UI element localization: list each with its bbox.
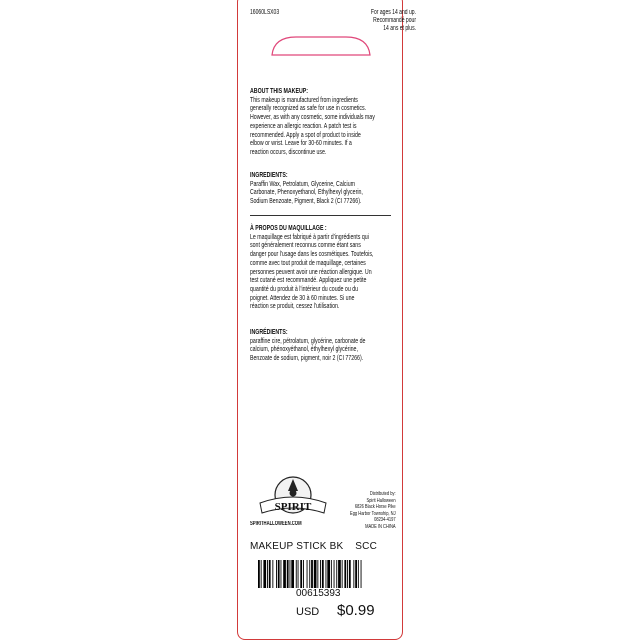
about-line-en: reaction occurs, discontinue use. xyxy=(250,146,327,156)
barcode-bar xyxy=(272,560,273,588)
barcode-bar xyxy=(347,560,348,588)
distributor-line: Spirit Halloween xyxy=(366,497,396,504)
barcode-bar xyxy=(291,560,294,588)
age-warning-fr-2: 14 ans et plus. xyxy=(383,25,416,32)
about-line-fr: danger pour l'usage dans les cosmétiques. Toutefois, xyxy=(250,249,374,259)
barcode-bar xyxy=(298,560,299,588)
ingredients-heading-en: INGREDIENTS: xyxy=(250,170,288,179)
about-line-fr: réaction se produit, cessez l'utilisation. xyxy=(250,301,340,311)
barcode-bar xyxy=(263,560,266,588)
barcode-bar xyxy=(296,560,297,588)
about-line-fr: personnes peuvent avoir une réaction allergique. Un xyxy=(250,266,372,276)
about-section-fr xyxy=(250,224,392,311)
spirit-logo xyxy=(258,473,328,521)
barcode-bar xyxy=(331,560,332,588)
ingredients-line-en: Paraffin Wax, Petrolatum, Glycerine, Calcium xyxy=(250,178,355,188)
distributor-line: 6826 Black Horse Pike xyxy=(354,504,396,511)
barcode-bar xyxy=(320,560,321,588)
barcode-bar xyxy=(303,560,304,588)
distributor-info xyxy=(338,491,396,531)
barcode-bar xyxy=(349,560,351,588)
ingredients-section-fr xyxy=(250,328,392,363)
distributor-line: Distributed by: xyxy=(369,491,396,497)
ingredients-line-fr: paraffine cire, pétrolatum, glycérine, carbonate de xyxy=(250,335,366,345)
ingredients-line-fr: calcium, phénoxyéthanol, éthylhexyl glycérine, xyxy=(250,344,358,354)
barcode-bar xyxy=(261,560,262,588)
about-line-en: elbow or wrist. Leave for 30-60 minutes. If a xyxy=(250,138,352,148)
about-heading-en: ABOUT THIS MAKEUP: xyxy=(250,86,309,95)
barcode-bar xyxy=(334,560,335,588)
barcode-bar xyxy=(267,560,268,588)
barcode-bar xyxy=(300,560,302,588)
about-line-en: generally recognized as safe for use in cosmetics. xyxy=(250,103,367,113)
barcode-bar xyxy=(287,560,289,588)
about-line-en: However, as with any cosmetic, some individuals may xyxy=(250,112,375,122)
about-line-en: This makeup is manufactured from ingredients xyxy=(250,94,358,104)
product-name: MAKEUP STICK BK SCC xyxy=(250,541,378,552)
about-heading-fr: À PROPOS DU MAQUILLAGE : xyxy=(250,223,327,232)
distributor-line: 08234-4197 xyxy=(374,517,396,524)
hang-hole xyxy=(266,31,376,61)
barcode-bar xyxy=(269,560,271,588)
barcode-bar xyxy=(281,560,282,588)
ingredients-line-fr: Benzoate de sodium, pigment, noir 2 (CI 77266). xyxy=(250,353,364,363)
distributor-line: Egg Harbor Township, NJ xyxy=(350,510,396,517)
barcode-bar xyxy=(353,560,354,588)
barcode-bar xyxy=(290,560,291,588)
about-line-fr: poignet. Attendez de 30 à 60 minutes. Si une xyxy=(250,292,355,302)
website-url: SPIRITHALLOWEEN.COM xyxy=(250,521,302,527)
age-warning xyxy=(351,9,416,33)
distributor-line: MADE IN CHINA xyxy=(365,523,396,530)
age-warning-fr-1: Recommandé pour xyxy=(373,17,416,24)
barcode-bar xyxy=(326,560,327,588)
barcode-bar xyxy=(258,560,260,588)
barcode-bar xyxy=(342,560,343,588)
price: $0.99 xyxy=(337,602,375,619)
barcode-bar xyxy=(317,560,318,588)
barcode-bar xyxy=(283,560,286,588)
about-line-fr: sont généralement reconnus comme étant sans xyxy=(250,240,361,250)
language-divider xyxy=(250,215,391,216)
ingredients-line-en: Carbonate, Phenoxyethanol, Ethylhexyl glycerin, xyxy=(250,187,363,197)
ingredients-section-en xyxy=(250,171,392,206)
barcode-bar xyxy=(278,560,280,588)
ingredients-line-en: Sodium Benzoate, Pigment, Black 2 (CI 77266). xyxy=(250,196,362,206)
about-line-en: experience an allergic reaction. A patch test is xyxy=(250,120,357,130)
barcode-bar xyxy=(322,560,324,588)
about-section-en xyxy=(250,87,392,157)
logo-wordmark: SPIRIT xyxy=(274,501,312,513)
barcode-bar xyxy=(344,560,346,588)
barcode-bar xyxy=(307,560,308,588)
barcode-bar xyxy=(311,560,313,588)
sku-code: 16060LSX03 xyxy=(250,9,280,16)
about-line-fr: test cutané est recommandé. Appliquez une petite xyxy=(250,275,367,285)
upc-number: 00615393 xyxy=(296,588,341,599)
barcode-bar xyxy=(361,560,362,588)
about-line-fr: quantité du produit à l'intérieur du coude ou du xyxy=(250,283,359,293)
ingredients-heading-fr: INGRÉDIENTS: xyxy=(250,327,288,336)
barcode-bar xyxy=(358,560,359,588)
barcode-bar xyxy=(338,560,341,588)
about-line-fr: comme avec tout produit de maquillage, certaines xyxy=(250,257,366,267)
about-line-en: recommended. Apply a spot of product to inside xyxy=(250,129,361,139)
about-line-fr: Le maquillage est fabriqué à partir d'ingrédients qui xyxy=(250,231,369,241)
barcode-bar xyxy=(314,560,317,588)
barcode-bar xyxy=(355,560,357,588)
barcode-bar xyxy=(327,560,330,588)
currency-label: USD xyxy=(296,606,320,618)
package-back-card xyxy=(237,0,416,640)
barcode-bar xyxy=(276,560,277,588)
age-warning-en: For ages 14 and up. xyxy=(370,9,416,16)
barcode-bar xyxy=(336,560,337,588)
barcode xyxy=(258,560,384,588)
barcode-bar xyxy=(309,560,310,588)
